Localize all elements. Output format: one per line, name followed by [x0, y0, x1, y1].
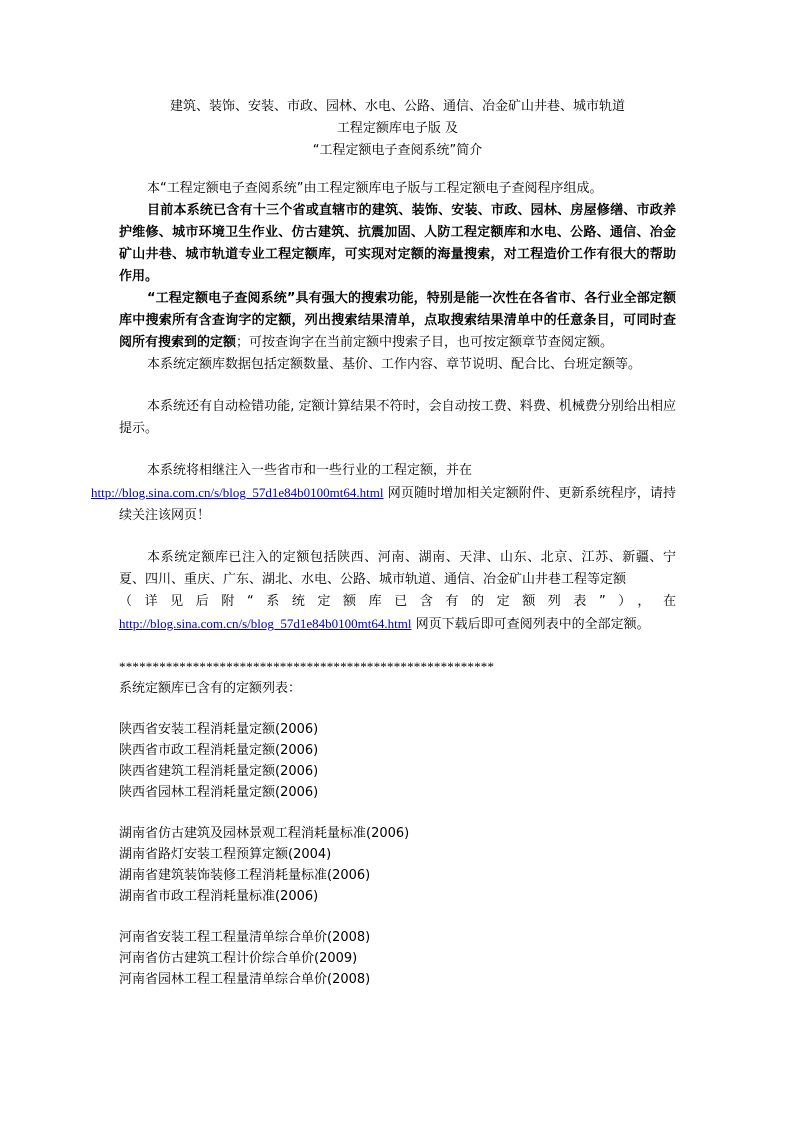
list-item: 河南省安装工程工程量清单综合单价(2008)	[119, 930, 371, 945]
list-item: 河南省仿古建筑工程计价综合单价(2009)	[119, 951, 358, 966]
document-page	[91, 96, 676, 990]
document-title	[119, 96, 676, 162]
search-feature-rest: ；可按查询字在当前定额中搜索子目，也可按定额章节查阅定额。	[236, 335, 614, 350]
update-text-b: 网页随时增加相关定额附件、更新系统程序，请持续关注该网页！	[119, 486, 676, 523]
list-item: 湖南省建筑装饰装修工程消耗量标准(2006)	[119, 868, 371, 883]
title-line-3: “工程定额电子查阅系统”简介	[312, 143, 483, 158]
intro-paragraph-1: 本“工程定额电子查阅系统”由工程定额库电子版与工程定额电子查阅程序组成。	[147, 181, 603, 196]
intro-paragraph-7	[119, 547, 676, 591]
list-heading: 系统定额库已含有的定额列表：	[119, 681, 302, 696]
intro-paragraph-2: 目前本系统已含有十三个省或直辖市的建筑、装饰、安装、市政、园林、房屋修缮、市政养护维修、城市环境卫生作业、仿古建筑、抗震加固、人防工程定额库和水电、公路、通信、冶金矿山井巷、城市轨道专业工程定额库，可实现对定额的海量搜索，对工程造价工作有很大的帮助作用。	[119, 203, 676, 284]
download-line	[119, 613, 676, 636]
list-item: 陕西省市政工程消耗量定额(2006)	[119, 743, 319, 758]
list-item: 湖南省仿古建筑及园林景观工程消耗量标准(2006)	[119, 826, 410, 841]
search-feature-text: “工程定额电子查阅系统”具有强大的搜索功能，特别是能一次性在各省市、各行业全部定额库中搜索所有含查询字的定额，列出搜索结果清单，点取搜索结果清单中的任意条目，可同时查阅所有搜索到的定额	[119, 291, 676, 350]
quota-group-shaanxi	[119, 719, 676, 803]
quota-group-henan	[119, 927, 676, 990]
separator-line: ********************************************************	[119, 659, 495, 674]
list-item: 湖南省市政工程消耗量标准(2006)	[119, 889, 319, 904]
list-item: 河南省园林工程工程量清单综合单价(2008)	[119, 972, 371, 987]
title-line-1: 建筑、装饰、安装、市政、园林、水电、公路、通信、冶金矿山井巷、城市轨道	[169, 99, 625, 114]
list-item: 陕西省建筑工程消耗量定额(2006)	[119, 764, 319, 779]
list-item: 陕西省安装工程消耗量定额(2006)	[119, 722, 319, 737]
list-item: 湖南省路灯安装工程预算定额(2004)	[119, 847, 332, 862]
download-text: 网页下载后即可查阅列表中的全部定额。	[411, 617, 650, 632]
list-item: 陕西省园林工程消耗量定额(2006)	[119, 785, 319, 800]
intro-paragraph-4: 本系统定额库数据包括定额数量、基价、工作内容、章节说明、配合比、台班定额等。	[147, 357, 642, 372]
intro-paragraph-3	[119, 288, 676, 354]
intro-paragraph-5: 本系统还有自动检错功能, 定额计算结果不符时，会自动按工费、料费、机械费分别给出相应提示。	[119, 399, 676, 436]
intro-paragraph-6	[91, 460, 676, 527]
blog-link-1[interactable]: http://blog.sina.com.cn/s/blog_57d1e84b0100mt64.html	[91, 485, 384, 500]
included-quotas-text: 本系统定额库已注入的定额包括陕西、河南、湖南、天津、山东、北京、江苏、新疆、宁夏、四川、重庆、广东、湖北、水电、公路、城市轨道、通信、冶金矿山井巷工程等定额	[119, 550, 676, 587]
title-line-2: 工程定额库电子版 及	[336, 121, 459, 136]
blog-link-2[interactable]: http://blog.sina.com.cn/s/blog_57d1e84b0100mt64.html	[119, 616, 412, 631]
quota-group-hunan	[119, 823, 676, 907]
see-list-line: （详见后附“系统定额库已含有的定额列表”），在	[119, 594, 676, 609]
update-text-a: 本系统将相继注入一些省市和一些行业的工程定额，并在	[147, 463, 473, 478]
